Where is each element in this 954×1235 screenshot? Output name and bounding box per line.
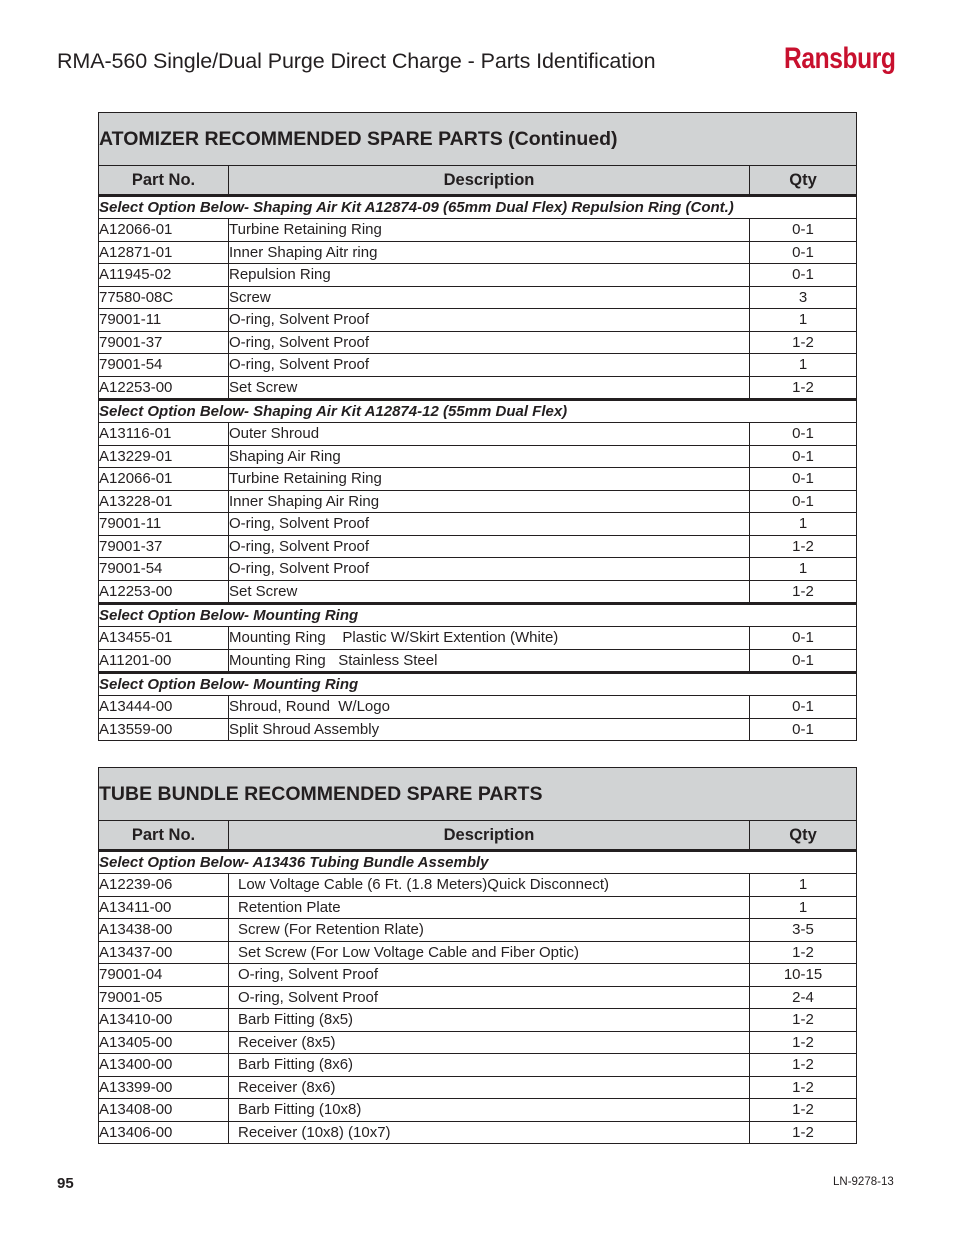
qty-cell: 3 bbox=[750, 286, 857, 309]
table-row bbox=[99, 964, 857, 987]
part-number-cell: A12239-06 bbox=[99, 874, 229, 897]
qty-cell: 1 bbox=[750, 513, 857, 536]
description-cell: Set Screw bbox=[229, 580, 750, 604]
part-number-cell: A13228-01 bbox=[99, 490, 229, 513]
part-number-cell: 79001-05 bbox=[99, 986, 229, 1009]
option-group-row bbox=[99, 673, 857, 696]
tube-bundle-spare-parts-table bbox=[98, 767, 857, 1144]
qty-cell: 1 bbox=[750, 354, 857, 377]
qty-cell: 1-2 bbox=[750, 1099, 857, 1122]
table-row bbox=[99, 331, 857, 354]
table-row bbox=[99, 376, 857, 400]
qty-cell: 1 bbox=[750, 896, 857, 919]
qty-cell: 1-2 bbox=[750, 580, 857, 604]
description-cell: Inner Shaping Aitr ring bbox=[229, 241, 750, 264]
part-number-cell: A13455-01 bbox=[99, 627, 229, 650]
description-cell: O-ring, Solvent Proof bbox=[229, 964, 750, 987]
page-number: 95 bbox=[57, 1175, 74, 1192]
table-row bbox=[99, 219, 857, 242]
table-row bbox=[99, 490, 857, 513]
description-cell: Mounting Ring Plastic W/Skirt Extention (White) bbox=[229, 627, 750, 650]
table-row bbox=[99, 896, 857, 919]
part-number-cell: A12066-01 bbox=[99, 219, 229, 242]
column-header-qty: Qty bbox=[750, 821, 857, 851]
description-cell: Receiver (10x8) (10x7) bbox=[229, 1121, 750, 1144]
table-row bbox=[99, 558, 857, 581]
qty-cell: 0-1 bbox=[750, 718, 857, 741]
part-number-cell: A13411-00 bbox=[99, 896, 229, 919]
table-row bbox=[99, 696, 857, 719]
qty-cell: 0-1 bbox=[750, 468, 857, 491]
option-group-label: Select Option Below- Shaping Air Kit A12874-09 (65mm Dual Flex) Repulsion Ring (Cont.) bbox=[99, 196, 857, 219]
description-cell: Barb Fitting (8x5) bbox=[229, 1009, 750, 1032]
option-group-label: Select Option Below- Mounting Ring bbox=[99, 604, 857, 627]
table-row bbox=[99, 1076, 857, 1099]
table-row bbox=[99, 1009, 857, 1032]
qty-cell: 1 bbox=[750, 558, 857, 581]
table-row bbox=[99, 649, 857, 673]
option-group-label: Select Option Below- Mounting Ring bbox=[99, 673, 857, 696]
part-number-cell: 79001-54 bbox=[99, 558, 229, 581]
part-number-cell: A13559-00 bbox=[99, 718, 229, 741]
qty-cell: 3-5 bbox=[750, 919, 857, 942]
table-row bbox=[99, 445, 857, 468]
column-header-qty: Qty bbox=[750, 166, 857, 196]
qty-cell: 0-1 bbox=[750, 423, 857, 446]
description-cell: Retention Plate bbox=[229, 896, 750, 919]
part-number-cell: 79001-04 bbox=[99, 964, 229, 987]
table-row bbox=[99, 468, 857, 491]
table-row bbox=[99, 986, 857, 1009]
qty-cell: 1-2 bbox=[750, 1076, 857, 1099]
description-cell: Shroud, Round W/Logo bbox=[229, 696, 750, 719]
table-row bbox=[99, 580, 857, 604]
table-row bbox=[99, 941, 857, 964]
qty-cell: 2-4 bbox=[750, 986, 857, 1009]
description-cell: O-ring, Solvent Proof bbox=[229, 309, 750, 332]
table-title: ATOMIZER RECOMMENDED SPARE PARTS (Continued) bbox=[99, 113, 857, 166]
description-cell: Receiver (8x5) bbox=[229, 1031, 750, 1054]
part-number-cell: 79001-11 bbox=[99, 309, 229, 332]
part-number-cell: A13406-00 bbox=[99, 1121, 229, 1144]
part-number-cell: A12066-01 bbox=[99, 468, 229, 491]
part-number-cell: 79001-54 bbox=[99, 354, 229, 377]
table-body bbox=[99, 851, 857, 1144]
description-cell: O-ring, Solvent Proof bbox=[229, 513, 750, 536]
qty-cell: 1-2 bbox=[750, 376, 857, 400]
part-number-cell: A11201-00 bbox=[99, 649, 229, 673]
qty-cell: 1-2 bbox=[750, 1054, 857, 1077]
part-number-cell: 79001-37 bbox=[99, 331, 229, 354]
part-number-cell: A13405-00 bbox=[99, 1031, 229, 1054]
table-row bbox=[99, 919, 857, 942]
column-header-description: Description bbox=[229, 166, 750, 196]
qty-cell: 0-1 bbox=[750, 264, 857, 287]
table-title: TUBE BUNDLE RECOMMENDED SPARE PARTS bbox=[99, 768, 857, 821]
table-row bbox=[99, 241, 857, 264]
qty-cell: 10-15 bbox=[750, 964, 857, 987]
table-row bbox=[99, 1054, 857, 1077]
qty-cell: 0-1 bbox=[750, 490, 857, 513]
qty-cell: 0-1 bbox=[750, 696, 857, 719]
table-row bbox=[99, 627, 857, 650]
part-number-cell: A12871-01 bbox=[99, 241, 229, 264]
option-group-row bbox=[99, 400, 857, 423]
atomizer-spare-parts-table bbox=[98, 112, 857, 741]
description-cell: Receiver (8x6) bbox=[229, 1076, 750, 1099]
part-number-cell: 79001-37 bbox=[99, 535, 229, 558]
description-cell: O-ring, Solvent Proof bbox=[229, 354, 750, 377]
description-cell: O-ring, Solvent Proof bbox=[229, 331, 750, 354]
description-cell: Shaping Air Ring bbox=[229, 445, 750, 468]
table-body bbox=[99, 196, 857, 741]
table-row bbox=[99, 535, 857, 558]
qty-cell: 0-1 bbox=[750, 241, 857, 264]
table-row bbox=[99, 264, 857, 287]
description-cell: Barb Fitting (10x8) bbox=[229, 1099, 750, 1122]
table-row bbox=[99, 309, 857, 332]
part-number-cell: A13437-00 bbox=[99, 941, 229, 964]
description-cell: O-ring, Solvent Proof bbox=[229, 535, 750, 558]
part-number-cell: A12253-00 bbox=[99, 376, 229, 400]
description-cell: Turbine Retaining Ring bbox=[229, 468, 750, 491]
qty-cell: 0-1 bbox=[750, 219, 857, 242]
description-cell: O-ring, Solvent Proof bbox=[229, 986, 750, 1009]
qty-cell: 1-2 bbox=[750, 535, 857, 558]
table-row bbox=[99, 286, 857, 309]
part-number-cell: A13400-00 bbox=[99, 1054, 229, 1077]
description-cell: O-ring, Solvent Proof bbox=[229, 558, 750, 581]
table-row bbox=[99, 874, 857, 897]
qty-cell: 1-2 bbox=[750, 1009, 857, 1032]
table-row bbox=[99, 354, 857, 377]
table-row bbox=[99, 513, 857, 536]
part-number-cell: A12253-00 bbox=[99, 580, 229, 604]
part-number-cell: A13399-00 bbox=[99, 1076, 229, 1099]
table-row bbox=[99, 718, 857, 741]
option-group-label: Select Option Below- A13436 Tubing Bundle Assembly bbox=[99, 851, 857, 874]
description-cell: Turbine Retaining Ring bbox=[229, 219, 750, 242]
page-title: RMA-560 Single/Dual Purge Direct Charge - Parts Identification bbox=[57, 49, 656, 73]
option-group-row bbox=[99, 851, 857, 874]
part-number-cell: A13408-00 bbox=[99, 1099, 229, 1122]
option-group-row bbox=[99, 604, 857, 627]
brand-logo: Ransburg bbox=[784, 42, 896, 75]
column-header-description: Description bbox=[229, 821, 750, 851]
description-cell: Set Screw bbox=[229, 376, 750, 400]
option-group-label: Select Option Below- Shaping Air Kit A12874-12 (55mm Dual Flex) bbox=[99, 400, 857, 423]
description-cell: Outer Shroud bbox=[229, 423, 750, 446]
qty-cell: 1 bbox=[750, 309, 857, 332]
qty-cell: 0-1 bbox=[750, 445, 857, 468]
description-cell: Set Screw (For Low Voltage Cable and Fiber Optic) bbox=[229, 941, 750, 964]
table-row bbox=[99, 1099, 857, 1122]
qty-cell: 0-1 bbox=[750, 627, 857, 650]
part-number-cell: A13444-00 bbox=[99, 696, 229, 719]
qty-cell: 0-1 bbox=[750, 649, 857, 673]
part-number-cell: 79001-11 bbox=[99, 513, 229, 536]
description-cell: Low Voltage Cable (6 Ft. (1.8 Meters)Quick Disconnect) bbox=[229, 874, 750, 897]
part-number-cell: A13229-01 bbox=[99, 445, 229, 468]
description-cell: Repulsion Ring bbox=[229, 264, 750, 287]
description-cell: Screw (For Retention Rlate) bbox=[229, 919, 750, 942]
column-header-part-no: Part No. bbox=[99, 166, 229, 196]
qty-cell: 1-2 bbox=[750, 331, 857, 354]
description-cell: Mounting Ring Stainless Steel bbox=[229, 649, 750, 673]
description-cell: Barb Fitting (8x6) bbox=[229, 1054, 750, 1077]
column-header-part-no: Part No. bbox=[99, 821, 229, 851]
part-number-cell: A13410-00 bbox=[99, 1009, 229, 1032]
description-cell: Screw bbox=[229, 286, 750, 309]
part-number-cell: 77580-08C bbox=[99, 286, 229, 309]
option-group-row bbox=[99, 196, 857, 219]
qty-cell: 1-2 bbox=[750, 941, 857, 964]
document-number: LN-9278-13 bbox=[833, 1176, 894, 1188]
table-row bbox=[99, 423, 857, 446]
description-cell: Inner Shaping Air Ring bbox=[229, 490, 750, 513]
table-row bbox=[99, 1121, 857, 1144]
part-number-cell: A13116-01 bbox=[99, 423, 229, 446]
qty-cell: 1-2 bbox=[750, 1121, 857, 1144]
description-cell: Split Shroud Assembly bbox=[229, 718, 750, 741]
part-number-cell: A11945-02 bbox=[99, 264, 229, 287]
part-number-cell: A13438-00 bbox=[99, 919, 229, 942]
table-row bbox=[99, 1031, 857, 1054]
qty-cell: 1-2 bbox=[750, 1031, 857, 1054]
qty-cell: 1 bbox=[750, 874, 857, 897]
